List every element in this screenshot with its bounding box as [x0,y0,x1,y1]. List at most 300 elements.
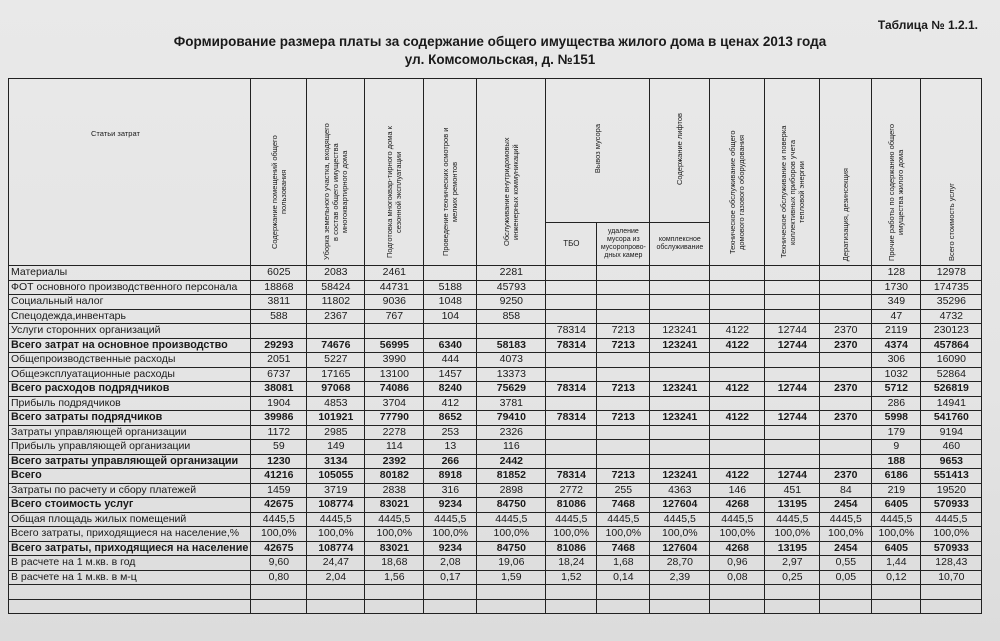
table-cell [251,599,307,614]
table-cell: 2278 [365,425,424,440]
row-label: Всего затраты, приходящиеся на население,% [9,527,251,542]
table-cell: 526819 [921,382,982,397]
table-cell [546,280,597,295]
table-cell: 2985 [307,425,365,440]
table-cell: 858 [477,309,546,324]
table-cell: 41216 [251,469,307,484]
table-cell: 123241 [650,411,710,426]
table-cell [597,599,650,614]
table-cell [765,585,820,600]
header-group-garbage: Вывоз мусора [546,79,650,223]
table-cell: 0,96 [710,556,765,571]
table-cell: 2,39 [650,570,710,585]
table-cell: 100,0% [546,527,597,542]
table-cell [546,585,597,600]
table-cell [477,324,546,339]
table-cell [820,440,872,455]
table-cell: 39986 [251,411,307,426]
table-cell: 570933 [921,541,982,556]
header-col: Всего стоимость услуг [921,79,982,266]
table-cell: 2370 [820,382,872,397]
table-cell: 0,80 [251,570,307,585]
row-label: Общая площадь жилых помещений [9,512,251,527]
table-cell [650,440,710,455]
table-row [9,324,982,339]
table-cell [820,353,872,368]
table-cell: 444 [424,353,477,368]
table-cell: 78314 [546,382,597,397]
table-cell [597,454,650,469]
table-cell: 7213 [597,411,650,426]
table-cell: 47 [872,309,921,324]
table-cell: 58424 [307,280,365,295]
table-cell [597,353,650,368]
table-cell: 12744 [765,469,820,484]
table-cell: 9194 [921,425,982,440]
table-cell: 219 [872,483,921,498]
table-cell: 101921 [307,411,365,426]
table-cell: 179 [872,425,921,440]
table-cell [424,599,477,614]
table-cell: 100,0% [251,527,307,542]
table-cell: 74086 [365,382,424,397]
table-cell [365,585,424,600]
table-cell: 13195 [765,498,820,513]
table-cell: 349 [872,295,921,310]
table-cell [820,454,872,469]
row-label: Затраты управляющей организации [9,425,251,440]
table-cell [597,266,650,281]
document-address: ул. Комсомольская, д. №151 [404,52,596,67]
table-cell: 4445,5 [424,512,477,527]
header-group-lifts: Содержание лифтов [650,79,710,223]
table-cell: 1172 [251,425,307,440]
table-number: Таблица № 1.2.1. [877,18,978,32]
row-label: Социальный налог [9,295,251,310]
table-cell: 4445,5 [597,512,650,527]
table-cell: 0,08 [710,570,765,585]
table-cell: 460 [921,440,982,455]
table-cell: 9 [872,440,921,455]
table-row [9,498,982,513]
table-cell: 1230 [251,454,307,469]
header-col: Уборка земельного участка, входящего в состав общего имущества многоквартирного дома [307,79,365,266]
table-cell: 100,0% [710,527,765,542]
table-cell: 2370 [820,469,872,484]
table-cell: 4363 [650,483,710,498]
table-row [9,469,982,484]
table-cell: 116 [477,440,546,455]
table-cell: 588 [251,309,307,324]
table-cell: 13100 [365,367,424,382]
table-cell: 174735 [921,280,982,295]
table-cell: 2367 [307,309,365,324]
row-label: Материалы [9,266,251,281]
table-cell: 28,70 [650,556,710,571]
table-cell: 451 [765,483,820,498]
table-cell [650,425,710,440]
table-cell: 412 [424,396,477,411]
table-cell: 84750 [477,541,546,556]
table-cell: 7213 [597,382,650,397]
table-cell: 6405 [872,541,921,556]
table-cell: 38081 [251,382,307,397]
header-sub-lift-service: комплексное обслуживание [650,223,710,266]
table-cell: 1904 [251,396,307,411]
row-label: Всего расходов подрядчиков [9,382,251,397]
table-cell: 128 [872,266,921,281]
table-cell: 84750 [477,498,546,513]
table-cell: 3781 [477,396,546,411]
table-cell: 108774 [307,541,365,556]
table-cell: 1,59 [477,570,546,585]
table-cell: 100,0% [820,527,872,542]
table-cell: 9036 [365,295,424,310]
table-cell: 81086 [546,541,597,556]
table-cell: 108774 [307,498,365,513]
table-row-empty [9,585,982,600]
table-cell: 0,55 [820,556,872,571]
table-cell: 1459 [251,483,307,498]
table-cell: 1,44 [872,556,921,571]
table-row [9,483,982,498]
table-cell [546,440,597,455]
table-cell: 12744 [765,324,820,339]
row-label: ФОТ основного производственного персонала [9,280,251,295]
table-cell: 81852 [477,469,546,484]
table-cell: 4732 [921,309,982,324]
table-cell: 4445,5 [820,512,872,527]
table-cell [765,309,820,324]
table-cell: 19520 [921,483,982,498]
table-cell [710,396,765,411]
table-cell: 128,43 [921,556,982,571]
table-cell: 29293 [251,338,307,353]
table-cell [546,599,597,614]
table-cell: 100,0% [650,527,710,542]
table-cell: 5188 [424,280,477,295]
table-cell [765,599,820,614]
table-row [9,556,982,571]
table-cell: 2119 [872,324,921,339]
table-cell: 4374 [872,338,921,353]
table-cell [710,585,765,600]
table-cell: 19,06 [477,556,546,571]
table-cell [477,585,546,600]
table-cell: 2370 [820,324,872,339]
table-cell [597,396,650,411]
table-cell: 8652 [424,411,477,426]
table-cell: 6405 [872,498,921,513]
table-cell: 44731 [365,280,424,295]
table-cell: 104 [424,309,477,324]
header-col: Техническое обслуживание общего домового газового оборудования [710,79,765,266]
table-cell [710,353,765,368]
table-cell: 12744 [765,382,820,397]
table-cell: 100,0% [477,527,546,542]
table-cell: 3811 [251,295,307,310]
table-cell: 767 [365,309,424,324]
table-cell: 457864 [921,338,982,353]
table-cell: 6186 [872,469,921,484]
table-cell: 123241 [650,338,710,353]
header-corner: Статьи затрат [9,79,251,266]
table-row-empty [9,599,982,614]
table-cell: 4853 [307,396,365,411]
table-cell: 123241 [650,469,710,484]
table-cell [820,585,872,600]
table-cell: 2281 [477,266,546,281]
header-col: Дератизация, дезинсекция [820,79,872,266]
table-cell: 3990 [365,353,424,368]
table-cell [365,324,424,339]
table-cell [477,599,546,614]
table-row [9,338,982,353]
table-cell: 4445,5 [251,512,307,527]
table-cell: 9,60 [251,556,307,571]
table-row [9,425,982,440]
table-cell [251,585,307,600]
table-cell: 52864 [921,367,982,382]
table-cell: 1,56 [365,570,424,585]
row-label: Затраты по расчету и сбору платежей [9,483,251,498]
table-row [9,541,982,556]
header-col: Подготовка многоквар-тирного дома к сезонной эксплуатации [365,79,424,266]
table-cell: 4122 [710,469,765,484]
row-label: Всего затраты подрядчиков [9,411,251,426]
table-cell [650,266,710,281]
table-cell: 17165 [307,367,365,382]
table-cell [650,280,710,295]
table-cell: 10,70 [921,570,982,585]
table-cell: 56995 [365,338,424,353]
table-cell [765,425,820,440]
table-cell [307,585,365,600]
table-cell: 8240 [424,382,477,397]
table-row [9,396,982,411]
table-cell: 127604 [650,541,710,556]
table-cell: 100,0% [307,527,365,542]
table-cell: 2,97 [765,556,820,571]
table-cell: 13373 [477,367,546,382]
row-label: Всего затраты, приходящиеся на население [9,541,251,556]
table-cell: 4122 [710,411,765,426]
table-cell: 2454 [820,541,872,556]
table-cell: 100,0% [365,527,424,542]
table-cell: 146 [710,483,765,498]
table-cell: 0,17 [424,570,477,585]
table-cell [765,266,820,281]
table-cell: 9653 [921,454,982,469]
table-cell [546,266,597,281]
table-cell: 188 [872,454,921,469]
table-cell: 24,47 [307,556,365,571]
table-cell [597,440,650,455]
table-cell: 105055 [307,469,365,484]
table-cell: 12978 [921,266,982,281]
table-cell: 100,0% [597,527,650,542]
table-cell: 4445,5 [872,512,921,527]
table-cell: 2772 [546,483,597,498]
row-label: Общеэксплуатационные расходы [9,367,251,382]
table-cell: 4445,5 [765,512,820,527]
table-cell [765,396,820,411]
table-cell: 2,08 [424,556,477,571]
table-cell: 5227 [307,353,365,368]
table-cell: 13 [424,440,477,455]
table-cell: 4445,5 [546,512,597,527]
table-cell: 12744 [765,411,820,426]
table-cell: 286 [872,396,921,411]
table-cell: 5998 [872,411,921,426]
table-cell: 58183 [477,338,546,353]
table-cell: 9234 [424,541,477,556]
table-cell [820,367,872,382]
table-cell: 42675 [251,498,307,513]
table-cell: 1730 [872,280,921,295]
row-label: Спецодежда,инвентарь [9,309,251,324]
table-row [9,280,982,295]
table-cell: 4122 [710,382,765,397]
table-cell [820,599,872,614]
table-cell: 1,68 [597,556,650,571]
header-col: Обслуживание внутридомовых инженерных коммуникаций [477,79,546,266]
table-cell: 3134 [307,454,365,469]
table-cell: 255 [597,483,650,498]
table-cell [597,585,650,600]
table-cell [650,454,710,469]
table-cell [765,295,820,310]
cost-table [8,78,982,614]
table-cell: 3719 [307,483,365,498]
table-cell: 2370 [820,338,872,353]
table-cell: 2461 [365,266,424,281]
table-row [9,295,982,310]
table-cell: 100,0% [765,527,820,542]
table-cell [597,425,650,440]
table-cell [921,585,982,600]
table-cell [872,599,921,614]
table-cell [710,280,765,295]
table-cell: 83021 [365,498,424,513]
table-cell: 6737 [251,367,307,382]
table-cell [820,295,872,310]
table-cell: 2051 [251,353,307,368]
table-cell [765,454,820,469]
table-cell [251,324,307,339]
row-label: Всего затраты управляющей организации [9,454,251,469]
table-cell: 78314 [546,411,597,426]
table-cell: 1048 [424,295,477,310]
header-col: Техническое обслуживание и поверка коллективных приборов учета тепловой энергии [765,79,820,266]
table-cell: 551413 [921,469,982,484]
table-cell [597,280,650,295]
table-cell: 570933 [921,498,982,513]
table-cell [424,324,477,339]
table-cell [710,454,765,469]
table-cell: 5712 [872,382,921,397]
table-cell: 4445,5 [710,512,765,527]
table-cell [546,309,597,324]
table-cell: 2392 [365,454,424,469]
row-label: В расчете на 1 м.кв. в год [9,556,251,571]
table-cell: 2326 [477,425,546,440]
table-cell: 253 [424,425,477,440]
table-cell [820,425,872,440]
table-cell [546,353,597,368]
table-cell: 16090 [921,353,982,368]
table-cell [710,367,765,382]
table-cell: 100,0% [424,527,477,542]
header-col: Прочие работы по содержанию общего имущества жилого дома [872,79,921,266]
table-cell [820,396,872,411]
table-cell: 4073 [477,353,546,368]
table-row [9,382,982,397]
table-row [9,512,982,527]
header-col: Содержание помещений общего пользования [251,79,307,266]
table-cell: 7213 [597,469,650,484]
table-cell [307,324,365,339]
table-cell [710,295,765,310]
table-cell: 4445,5 [650,512,710,527]
table-cell: 59 [251,440,307,455]
table-cell [921,599,982,614]
table-cell: 114 [365,440,424,455]
row-label: В расчете на 1 м.кв. в м-ц [9,570,251,585]
table-cell [597,309,650,324]
table-row [9,411,982,426]
table-cell: 6025 [251,266,307,281]
table-cell: 2442 [477,454,546,469]
table-cell: 4268 [710,541,765,556]
table-cell: 9234 [424,498,477,513]
table-cell [710,425,765,440]
table-cell: 7468 [597,498,650,513]
table-cell: 2083 [307,266,365,281]
table-cell: 78314 [546,469,597,484]
table-cell [820,280,872,295]
table-row [9,309,982,324]
table-cell: 6340 [424,338,477,353]
table-cell [872,585,921,600]
table-cell: 83021 [365,541,424,556]
table-cell: 8918 [424,469,477,484]
table-cell [597,367,650,382]
table-cell: 2,04 [307,570,365,585]
table-row [9,570,982,585]
table-row [9,440,982,455]
table-cell: 1457 [424,367,477,382]
table-cell [650,295,710,310]
table-cell: 79410 [477,411,546,426]
row-label: Прибыль подрядчиков [9,396,251,411]
table-cell [424,585,477,600]
table-cell: 18,68 [365,556,424,571]
table-cell [765,367,820,382]
table-cell: 2454 [820,498,872,513]
table-cell: 45793 [477,280,546,295]
table-cell [820,309,872,324]
table-cell: 0,12 [872,570,921,585]
table-cell: 74676 [307,338,365,353]
table-cell: 11802 [307,295,365,310]
table-cell [710,440,765,455]
table-cell: 3704 [365,396,424,411]
table-cell: 123241 [650,324,710,339]
table-cell [710,599,765,614]
table-cell: 4122 [710,324,765,339]
table-cell: 1032 [872,367,921,382]
